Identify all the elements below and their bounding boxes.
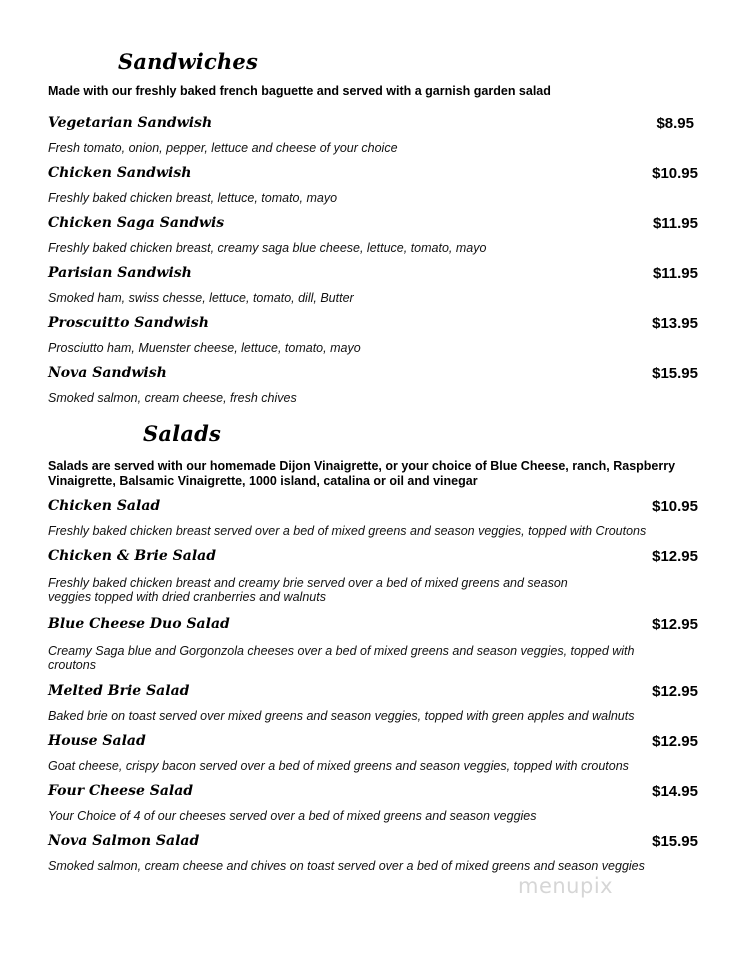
item-price: $12.95 [652,683,698,700]
item-price: $15.95 [652,365,698,382]
item-description: Freshly baked chicken breast, lettuce, tomato, mayo [48,191,338,205]
item-description: Creamy Saga blue and Gorgonzola cheeses over a bed of mixed greens and season veggies, topped with croutons [48,644,635,672]
menupix-watermark: menupix [518,874,614,898]
item-description: Prosciutto ham, Muenster cheese, lettuce, tomato, mayo [48,341,361,355]
item-price: $12.95 [652,733,698,750]
item-name: Chicken Saga Sandwis [48,215,225,231]
item-price: $10.95 [652,498,698,515]
item-description: Baked brie on toast served over mixed greens and season veggies, topped with green apples and walnuts [48,709,635,723]
item-description: Smoked salmon, cream cheese and chives on toast served over a bed of mixed greens and season veggies [48,859,645,873]
item-name: Parisian Sandwish [48,265,192,281]
item-description: Fresh tomato, onion, pepper, lettuce and cheese of your choice [48,141,398,155]
item-name: Proscuitto Sandwish [48,315,209,331]
item-name: Chicken Sandwish [48,165,192,181]
item-name: Chicken Salad [48,498,161,514]
item-description: Smoked salmon, cream cheese, fresh chives [48,391,297,405]
item-description: Goat cheese, crispy bacon served over a bed of mixed greens and season veggies, topped with croutons [48,759,629,773]
item-name: House Salad [48,733,146,749]
item-name: Nova Sandwish [48,365,167,381]
item-name: Nova Salmon Salad [48,833,200,849]
item-description: Freshly baked chicken breast and creamy brie served over a bed of mixed greens and season veggies topped with dried cranberries and walnuts [48,576,568,604]
item-price: $11.95 [652,265,698,282]
salads-intro: Salads are served with our homemade Dijon Vinaigrette, or your choice of Blue Cheese, ranch, Raspberry Vinaigrette, Balsamic Vinaigrette, 1000 island, catalina or oil and vinegar [48,459,676,488]
item-description: Freshly baked chicken breast, creamy saga blue cheese, lettuce, tomato, mayo [48,241,487,255]
item-name: Four Cheese Salad [48,783,194,799]
item-name: Melted Brie Salad [48,683,190,699]
item-price: $13.95 [652,315,698,332]
sandwiches-intro: Made with our freshly baked french baguette and served with a garnish garden salad [48,84,551,98]
item-price: $8.95 [656,115,694,132]
item-name: Blue Cheese Duo Salad [48,616,230,632]
item-description: Smoked ham, swiss chesse, lettuce, tomato, dill, Butter [48,291,354,305]
item-price: $14.95 [652,783,698,800]
item-price: $10.95 [652,165,698,182]
item-price: $15.95 [652,833,698,850]
sandwiches-title: Sandwiches [118,49,259,74]
salads-title: Salads [143,421,222,446]
item-price: $12.95 [652,616,698,633]
item-price: $11.95 [652,215,698,232]
item-description: Freshly baked chicken breast served over a bed of mixed greens and season veggies, topped with Croutons [48,524,647,538]
item-description: Your Choice of 4 of our cheeses served over a bed of mixed greens and season veggies [48,809,537,823]
item-name: Chicken & Brie Salad [48,548,217,564]
item-price: $12.95 [652,548,698,565]
item-name: Vegetarian Sandwish [48,115,213,131]
